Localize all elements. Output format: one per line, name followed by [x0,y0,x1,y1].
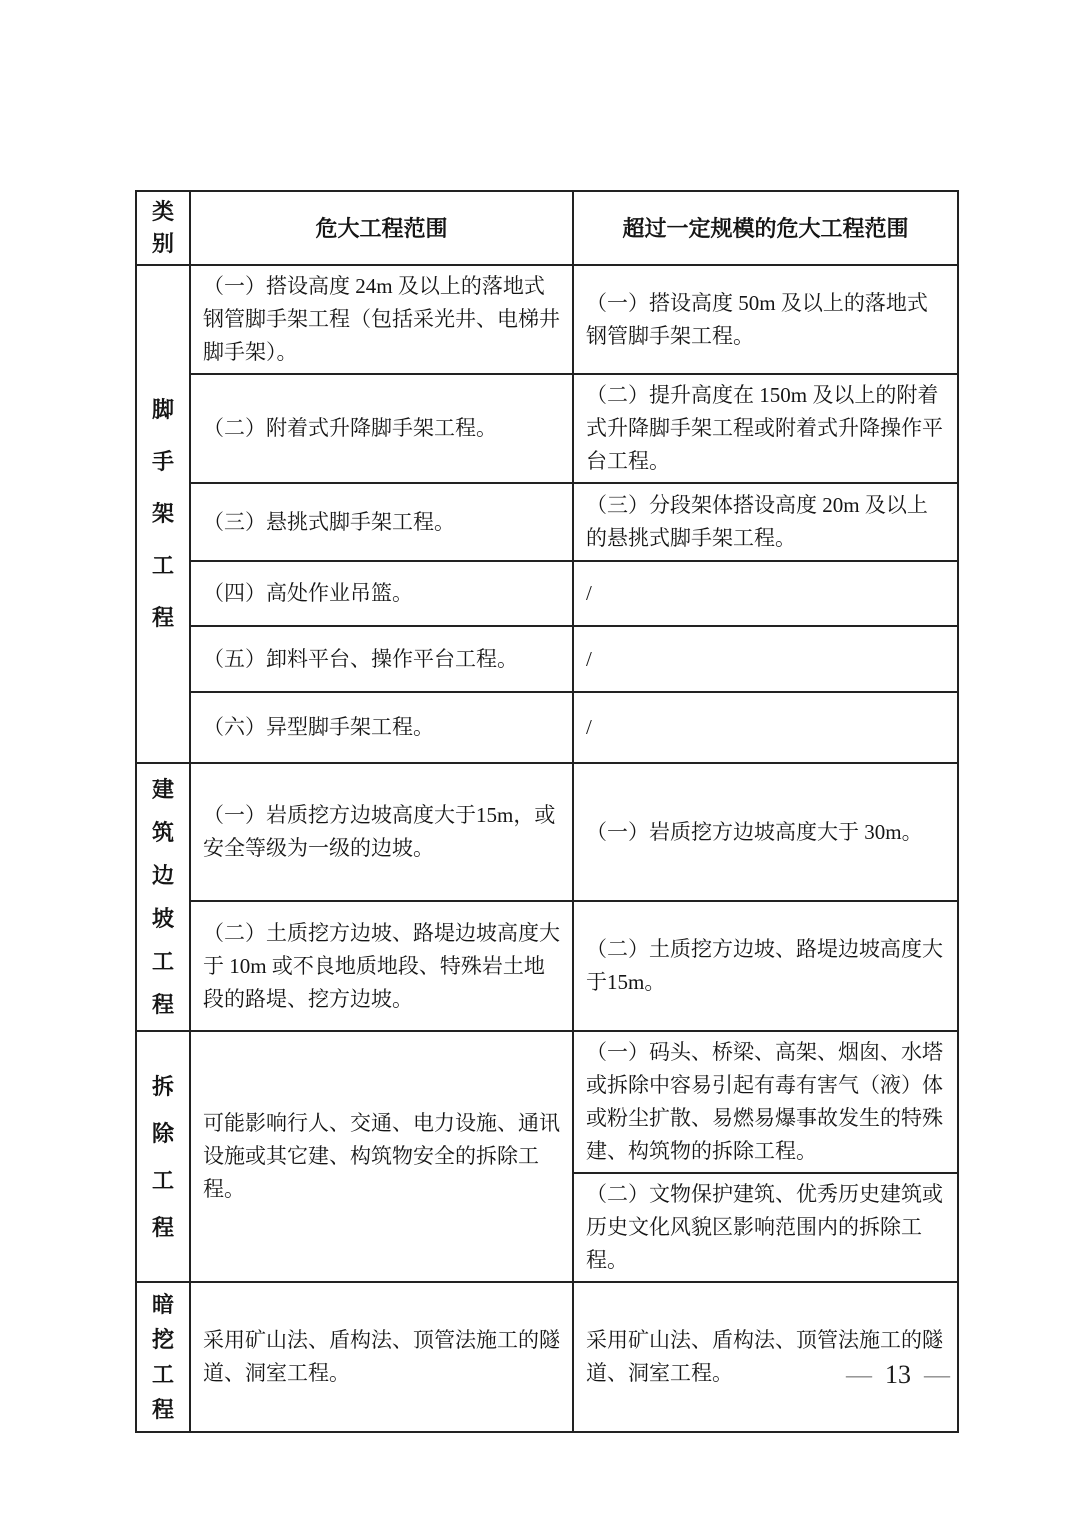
table-row [136,374,958,483]
scope-cell: （四）高处作业吊篮。 [190,561,573,626]
scope-cell: （一）岩质挖方边坡高度大于15m，或安全等级为一级的边坡。 [190,763,573,901]
table-header-row [136,191,958,265]
header-cell-over-scope: 超过一定规模的危大工程范围 [573,191,958,265]
scope-cell-merged: 可能影响行人、交通、电力设施、通讯设施或其它建、构筑物安全的拆除工程。 [190,1031,573,1282]
table-row [136,1282,958,1432]
category-cell-demolition [136,1031,190,1282]
table-row [136,626,958,692]
over-scope-slash-cell: / [573,692,958,763]
header-category-label: 类别 [151,199,174,256]
header-cell-category [136,191,190,265]
scope-cell: （五）卸料平台、操作平台工程。 [190,626,573,692]
category-label-tunnel: 暗挖工程 [151,1292,174,1422]
over-scope-slash-cell: / [573,561,958,626]
scope-cell: （二）附着式升降脚手架工程。 [190,374,573,483]
scope-cell: （一）搭设高度 24m 及以上的落地式钢管脚手架工程（包括采光井、电梯井脚手架）。 [190,265,573,374]
category-cell-scaffold [136,265,190,763]
over-scope-cell: （一）码头、桥梁、高架、烟囱、水塔或拆除中容易引起有毒有害气（液）体或粉尘扩散、易燃易爆事故发生的特殊建、构筑物的拆除工程。 [573,1031,958,1173]
over-scope-cell: 采用矿山法、盾构法、顶管法施工的隧道、洞室工程。 [573,1282,958,1432]
scope-cell: （二）土质挖方边坡、路堤边坡高度大于 10m 或不良地质地段、特殊岩土地段的路堤、挖方边坡。 [190,901,573,1031]
table-row [136,561,958,626]
category-cell-tunnel [136,1282,190,1432]
scope-cell: （三）悬挑式脚手架工程。 [190,483,573,561]
over-scope-slash-cell: / [573,626,958,692]
header-cell-scope: 危大工程范围 [190,191,573,265]
scope-cell: 采用矿山法、盾构法、顶管法施工的隧道、洞室工程。 [190,1282,573,1432]
over-scope-cell: （三）分段架体搭设高度 20m 及以上的悬挑式脚手架工程。 [573,483,958,561]
over-scope-cell: （二）文物保护建筑、优秀历史建筑或历史文化风貌区影响范围内的拆除工程。 [573,1173,958,1282]
page-footer [846,1360,950,1390]
over-scope-cell: （二）土质挖方边坡、路堤边坡高度大于15m。 [573,901,958,1031]
table-row [136,265,958,374]
over-scope-cell: （一）岩质挖方边坡高度大于 30m。 [573,763,958,901]
hazardous-projects-table [135,190,959,1433]
category-label-scaffold: 脚手架工程 [151,397,174,630]
page-number: 13 [885,1360,911,1389]
table-row [136,692,958,763]
over-scope-cell: （二）提升高度在 150m 及以上的附着式升降脚手架工程或附着式升降操作平台工程。 [573,374,958,483]
table-row [136,763,958,901]
over-scope-cell: （一）搭设高度 50m 及以上的落地式钢管脚手架工程。 [573,265,958,374]
scope-cell: （六）异型脚手架工程。 [190,692,573,763]
category-label-demolition: 拆除工程 [151,1073,174,1240]
table-row [136,901,958,1031]
table-row [136,483,958,561]
category-label-slope: 建筑边坡工程 [151,777,174,1017]
category-cell-slope [136,763,190,1031]
footer-right-dash: — [924,1360,950,1389]
table-row [136,1031,958,1173]
footer-left-dash: — [846,1360,872,1389]
